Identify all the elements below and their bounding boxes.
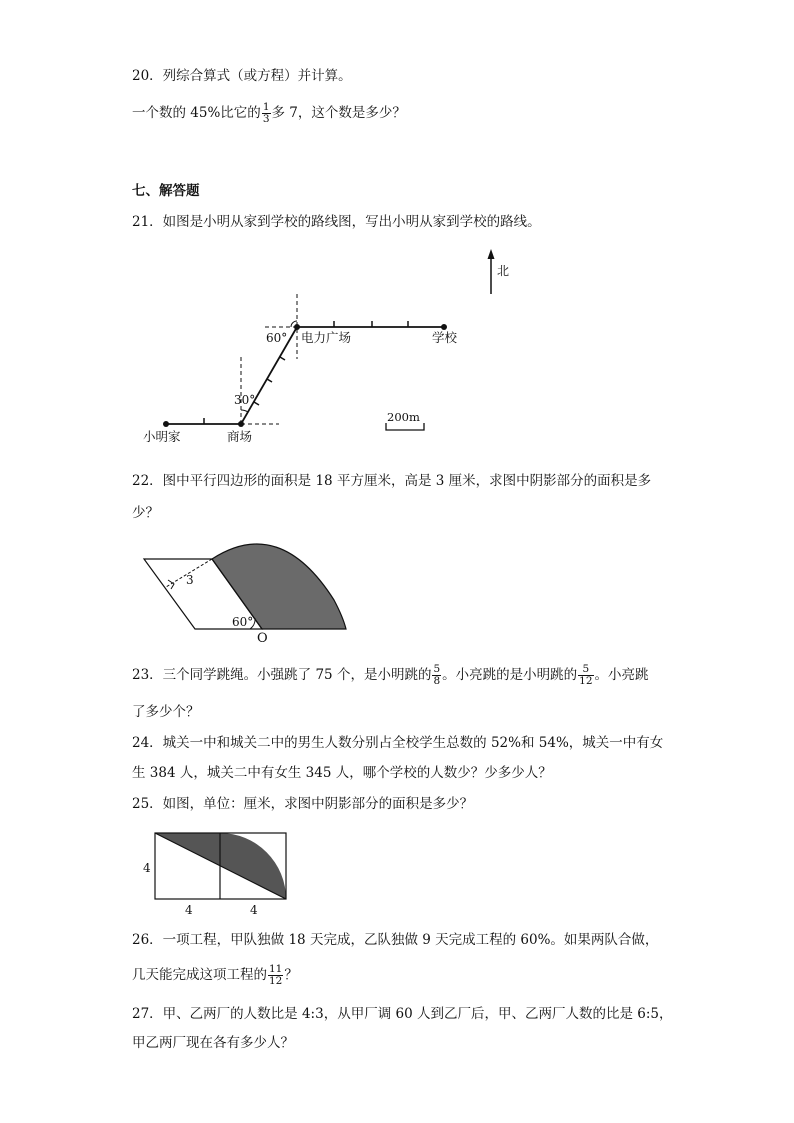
shaded-quarter-region: [220, 833, 286, 899]
bottom-left-length-label: 4: [185, 903, 193, 917]
angle-60-label: 60°: [266, 331, 288, 345]
q23-line2: 了多少个？: [132, 704, 200, 720]
q24-line2: 生 384 人，城关二中有女生 345 人，哪个学校的人数少？少多少人？: [132, 765, 552, 781]
bottom-right-length-label: 4: [250, 903, 258, 917]
q24-line1: 24．城关一中和城关二中的男生人数分别占全校学生总数的 52%和 54%，城关一中有女: [132, 735, 664, 751]
frac-numerator: 1: [262, 101, 270, 113]
q25-text: 25．如图，单位：厘米，求图中阴影部分的面积是多少？: [132, 796, 474, 812]
north-label: 北: [497, 264, 510, 278]
section-heading: 七、解答题: [132, 183, 200, 199]
height-label: 3: [186, 573, 194, 587]
q26-text-b: ？: [284, 967, 298, 983]
home-label: 小明家: [143, 429, 181, 444]
center-label: O: [257, 631, 268, 646]
q26-fraction: [268, 964, 283, 987]
school-label: 学校: [432, 330, 458, 345]
frac-denominator: 8: [433, 675, 441, 687]
q26-line1: 26．一项工程，甲队独做 18 天完成，乙队独做 9 天完成工程的 60%。如果两队合做，: [132, 932, 659, 948]
q21-text: 21．如图是小明从家到学校的路线图，写出小明从家到学校的路线。: [132, 214, 541, 230]
angle-30-label: 30°: [234, 393, 256, 407]
frac-numerator: 5: [433, 663, 441, 675]
frac-denominator: 3: [262, 113, 270, 125]
frac-numerator: 11: [269, 963, 283, 975]
frac-denominator: 12: [269, 975, 283, 987]
frac-denominator: 12: [579, 675, 593, 687]
frac-numerator: 5: [578, 664, 593, 676]
side-length-label: 4: [143, 861, 151, 875]
mall-label: 商场: [227, 429, 253, 444]
q20-line1: 20．列综合算式（或方程）并计算。: [132, 68, 352, 84]
q20-text-b: 多 7，这个数是多少？: [271, 105, 406, 121]
q23-text-b: 。小亮跳的是小明跳的: [442, 667, 578, 683]
q26-text-a: 几天能完成这项工程的: [132, 967, 267, 983]
q20-text-a: 一个数的 45%比它的: [132, 105, 261, 121]
q22-line2: 少？: [132, 505, 159, 521]
q23-text-c: 。小亮跳: [594, 667, 649, 683]
angle-label: 60°: [232, 615, 254, 629]
q27-line1: 27．甲、乙两厂的人数比是 4:3，从甲厂调 60 人到乙厂后，甲、乙两厂人数的比是 6:5，: [132, 1006, 673, 1022]
power-square-label: 电力广场: [301, 330, 352, 345]
q22-line1: 22．图中平行四边形的面积是 18 平方厘米，高是 3 厘米，求图中阴影部分的面积是多: [132, 473, 652, 489]
q26-line2: [132, 964, 298, 987]
q27-line2: 甲乙两厂现在各有多少人？: [132, 1035, 294, 1051]
scale-label: 200m: [387, 410, 420, 424]
q23-text-a: 23．三个同学跳绳。小强跳了 75 个，是小明跳的: [132, 667, 432, 683]
